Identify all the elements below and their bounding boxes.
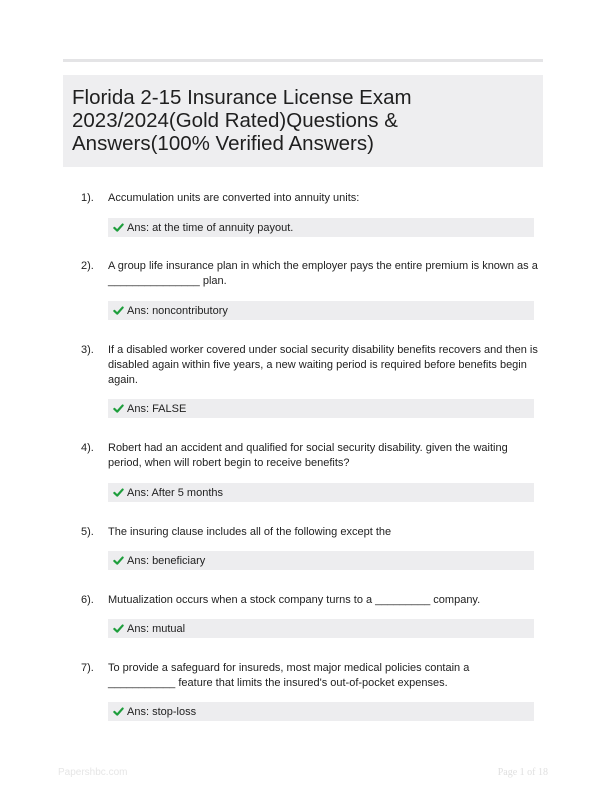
answer-box: [108, 483, 534, 502]
document-title: Florida 2-15 Insurance License Exam 2023/2024(Gold Rated)Questions & Answers(100% Verified Answers): [72, 86, 412, 155]
qa-item: [81, 259, 543, 320]
question-row: [81, 191, 543, 206]
answer-text: Ans: stop-loss: [127, 705, 197, 718]
question-text: If a disabled worker covered under social security disability benefits recovers and then is disabled again within five years, a new waiting period is required before benefits begin again.: [108, 344, 538, 386]
answer-box: [108, 702, 534, 721]
answer-text: Ans: noncontributory: [127, 304, 228, 317]
check-icon: [113, 487, 124, 498]
check-icon: [113, 706, 124, 717]
answer-box: [108, 619, 534, 638]
question-number: 7).: [81, 662, 94, 674]
qa-item: [81, 343, 543, 418]
question-row: [81, 259, 543, 289]
question-row: [81, 661, 543, 691]
question-number: 1).: [81, 192, 94, 204]
answer-box: [108, 399, 534, 418]
question-number: 3).: [81, 344, 94, 356]
question-text: To provide a safeguard for insureds, most major medical policies contain a ___________ feature that limits the insured's out-of-pocket expenses.: [108, 662, 470, 689]
question-number: 5).: [81, 526, 94, 538]
question-number: 2).: [81, 260, 94, 272]
question-text: Mutualization occurs when a stock company turns to a _________ company.: [108, 594, 481, 606]
question-text: Robert had an accident and qualified for social security disability. given the waiting period, when will robert begin to receive benefits?: [108, 442, 508, 469]
question-number: 6).: [81, 594, 94, 606]
check-icon: [113, 222, 124, 233]
qa-item: [81, 191, 543, 237]
question-number: 4).: [81, 442, 94, 454]
answer-text: Ans: at the time of annuity payout.: [127, 221, 294, 234]
answer-box: [108, 301, 534, 320]
footer-watermark: Papershbc.com: [58, 767, 128, 778]
question-row: [81, 593, 543, 608]
qa-item: [81, 441, 543, 502]
check-icon: [113, 403, 124, 414]
question-row: [81, 525, 543, 540]
check-icon: [113, 305, 124, 316]
page-number: Page 1 of 18: [497, 767, 548, 778]
answer-box: [108, 218, 534, 237]
question-text: Accumulation units are converted into annuity units:: [108, 192, 360, 204]
check-icon: [113, 623, 124, 634]
check-icon: [113, 555, 124, 566]
question-row: [81, 441, 543, 471]
question-row: [81, 343, 543, 388]
answer-text: Ans: mutual: [127, 622, 186, 635]
answer-text: Ans: After 5 months: [127, 486, 223, 499]
question-text: The insuring clause includes all of the following except the: [108, 526, 392, 538]
qa-item: [81, 661, 543, 721]
answer-box: [108, 551, 534, 570]
qa-item: [81, 593, 543, 638]
qa-item: [81, 525, 543, 570]
question-text: A group life insurance plan in which the employer pays the entire premium is known as a _______________ plan.: [108, 260, 538, 287]
answer-text: Ans: beneficiary: [127, 554, 206, 567]
top-rule: [63, 59, 543, 62]
answer-text: Ans: FALSE: [127, 402, 187, 415]
title-box: [63, 75, 543, 167]
